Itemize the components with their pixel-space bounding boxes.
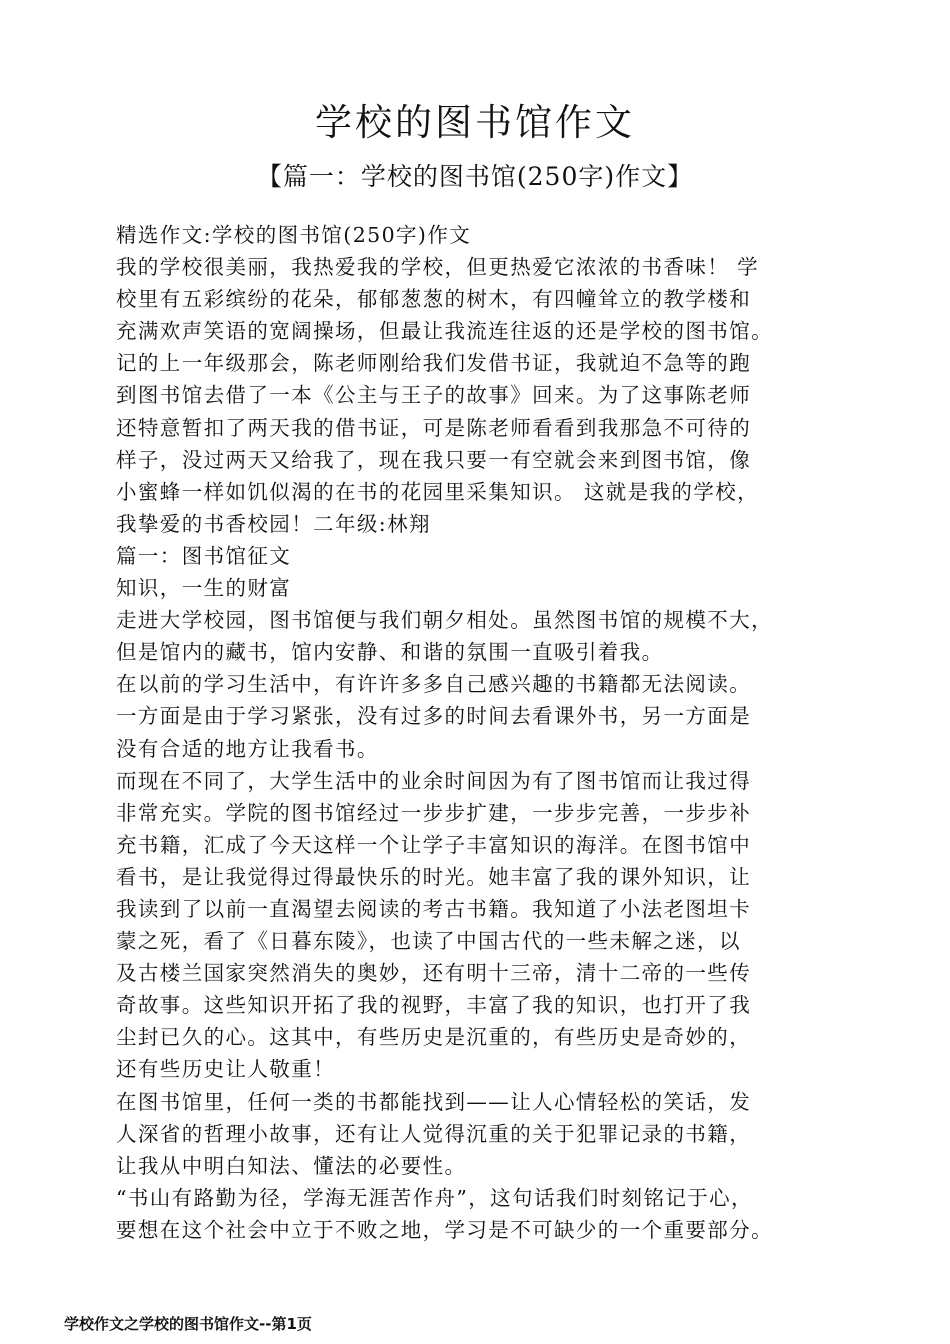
text-line: 知识，一生的财富 [116, 576, 292, 601]
text-line: 一方面是由于学习紧张，没有过多的时间去看课外书，另一方面是 [116, 704, 752, 729]
text-line: 让我从中明白知法、懂法的必要性。 [116, 1153, 467, 1178]
text-line: 要想在这个社会中立于不败之地，学习是不可缺少的一个重要部分。 [116, 1217, 773, 1242]
text-line: 校里有五彩缤纷的花朵，郁郁葱葱的树木，有四幢耸立的教学楼和 [116, 287, 752, 312]
text-line: 奇故事。这些知识开拓了我的视野，丰富了我的知识，也打开了我 [116, 993, 752, 1018]
page-footer: 学校作文之学校的图书馆作文--第1页 [64, 1315, 312, 1333]
text-line: 而现在不同了，大学生活中的业余时间因为有了图书馆而让我过得 [116, 768, 752, 793]
text-line: 蒙之死，看了《日暮东陵》，也读了中国古代的一些未解之迷，以 [116, 929, 741, 954]
text-line: 看书，是让我觉得过得最快乐的时光。她丰富了我的课外知识，让 [116, 864, 752, 889]
text-line: 但是馆内的藏书，馆内安静、和谐的氛围一直吸引着我。 [116, 640, 664, 665]
text-line: 充书籍，汇成了今天这样一个让学子丰富知识的海洋。在图书馆中 [116, 832, 752, 857]
text-line: 在图书馆里，任何一类的书都能找到——让人心情轻松的笑话，发 [116, 1089, 752, 1114]
text-line: 人深省的哲理小故事，还有让人觉得沉重的关于犯罪记录的书籍， [116, 1121, 752, 1146]
text-line: 记的上一年级那会，陈老师刚给我们发借书证，我就迫不急等的跑 [116, 351, 752, 376]
text-line: 还有些历史让人敬重！ [116, 1057, 335, 1082]
text-line: 充满欢声笑语的宽阔操场，但最让我流连往返的还是学校的图书馆。 [116, 319, 773, 344]
text-line: 小蜜蜂一样如饥似渴的在书的花园里采集知识。 这就是我的学校， [116, 479, 760, 504]
text-line: 我挚爱的书香校园！二年级:林翔 [116, 511, 431, 536]
text-line: 我的学校很美丽，我热爱我的学校，但更热爱它浓浓的书香味！ 学 [116, 255, 760, 280]
text-line: 到图书馆去借了一本《公主与王子的故事》回来。为了这事陈老师 [116, 383, 752, 408]
text-line: 非常充实。学院的图书馆经过一步步扩建，一步步完善，一步步补 [116, 800, 752, 825]
text-line: 篇一：图书馆征文 [116, 543, 292, 568]
document-subtitle: 【篇一：学校的图书馆(250字)作文】 [256, 162, 694, 191]
document-title: 学校的图书馆作文 [315, 101, 635, 144]
text-line: 还特意暂扣了两天我的借书证，可是陈老师看看到我那急不可待的 [116, 415, 752, 440]
text-line: 没有合适的地方让我看书。 [116, 736, 379, 761]
text-line: 样子，没过两天又给我了，现在我只要一有空就会来到图书馆，像 [116, 447, 752, 472]
text-line: “书山有路勤为径，学海无涯苦作舟”，这句话我们时刻铭记于心， [116, 1185, 753, 1210]
document-body [116, 219, 876, 1246]
text-line: 及古楼兰国家突然消失的奥妙，还有明十三帝，清十二帝的一些传 [116, 961, 752, 986]
text-line: 精选作文:学校的图书馆(250字)作文 [116, 223, 472, 247]
text-line: 我读到了以前一直渴望去阅读的考古书籍。我知道了小法老图坦卡 [116, 896, 752, 921]
text-line: 在以前的学习生活中，有许许多多自己感兴趣的书籍都无法阅读。 [116, 672, 752, 697]
text-line: 尘封已久的心。这其中，有些历史是沉重的，有些历史是奇妙的， [116, 1025, 752, 1050]
text-line: 走进大学校园，图书馆便与我们朝夕相处。虽然图书馆的规模不大， [116, 608, 773, 633]
